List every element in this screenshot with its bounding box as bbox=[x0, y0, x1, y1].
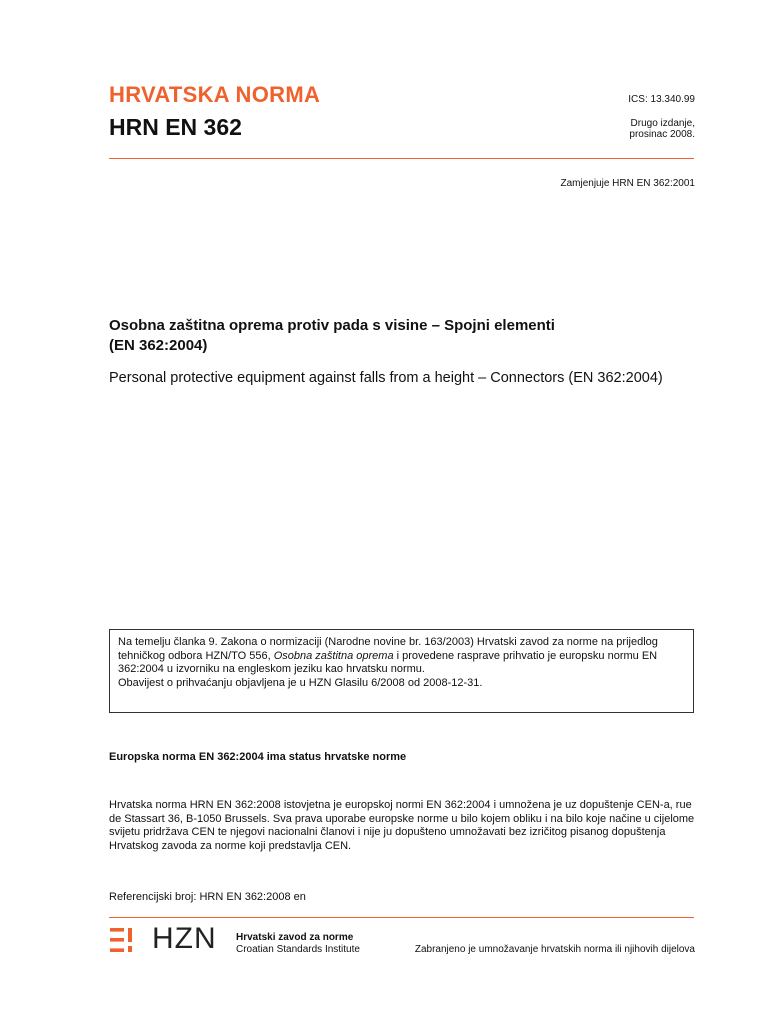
ics-code: ICS: 13.340.99 bbox=[628, 94, 695, 105]
committee-name: Osobna zaštitna oprema bbox=[273, 649, 394, 662]
adoption-notice-box bbox=[109, 629, 694, 713]
institute-name-hr: Hrvatski zavod za norme bbox=[236, 932, 354, 943]
edition-date: prosinac 2008. bbox=[629, 129, 695, 140]
edition-info bbox=[629, 118, 695, 140]
hzn-logo-text: HZN bbox=[152, 922, 217, 955]
title-croatian-line1: Osobna zaštitna oprema protiv pada s visine – Spojni elementi bbox=[109, 317, 555, 334]
title-english: Personal protective equipment against falls from a height – Connectors (EN 362:2004) bbox=[109, 370, 663, 386]
notice-text-part1: Na temelju članka 9. Zakona o normizaciji (Narodne novine br. 163/2003) Hrvatski zavod za norme na prijedlog tehničkog odbora HZN/TO 556, bbox=[118, 636, 658, 662]
header-divider bbox=[109, 158, 694, 159]
adoption-notice-text bbox=[118, 636, 685, 677]
footer-divider bbox=[109, 917, 694, 918]
title-croatian-line2: (EN 362:2004) bbox=[109, 337, 208, 354]
brand-heading: HRVATSKA NORMA bbox=[109, 82, 321, 107]
copyright-paragraph: Hrvatska norma HRN EN 362:2008 istovjetna je europskoj normi EN 362:2004 i umnožena je uz dopuštenje CEN-a, rue de Stassart 36, B-1050 Brussels. Sva prava uporabe europske norme u bilo kojem obliku i na bilo koje načine u cijelome svijetu pridržava CEN te njegovi nacionalni članovi i nije ju dopušteno umnožavati bez izričitog pisanog dopuštenja Hrvatskog zavoda za norme koji predstavlja CEN. bbox=[109, 799, 695, 852]
reference-number: Referencijski broj: HRN EN 362:2008 en bbox=[109, 891, 306, 903]
replaces-note: Zamjenjuje HRN EN 362:2001 bbox=[560, 178, 695, 189]
copy-prohibition-note: Zabranjeno je umnožavanje hrvatskih norma ili njihovih dijelova bbox=[414, 944, 695, 955]
announcement-text: Obavijest o prihvaćanju objavljena je u HZN Glasilu 6/2008 od 2008-12-31. bbox=[118, 676, 483, 689]
status-statement: Europska norma EN 362:2004 ima status hrvatske norme bbox=[109, 751, 407, 763]
edition-line: Drugo izdanje, bbox=[630, 118, 695, 129]
standard-code: HRN EN 362 bbox=[109, 114, 242, 140]
institute-name-en: Croatian Standards Institute bbox=[236, 944, 360, 955]
institute-name bbox=[236, 932, 360, 956]
hzn-logo-icon bbox=[110, 928, 136, 952]
notice-text-part2: i provedene rasprave prihvatio je europsku normu EN 362:2004 u izvorniku na engleskom jeziku kao hrvatsku normu. bbox=[118, 649, 658, 675]
title-croatian bbox=[109, 316, 694, 356]
